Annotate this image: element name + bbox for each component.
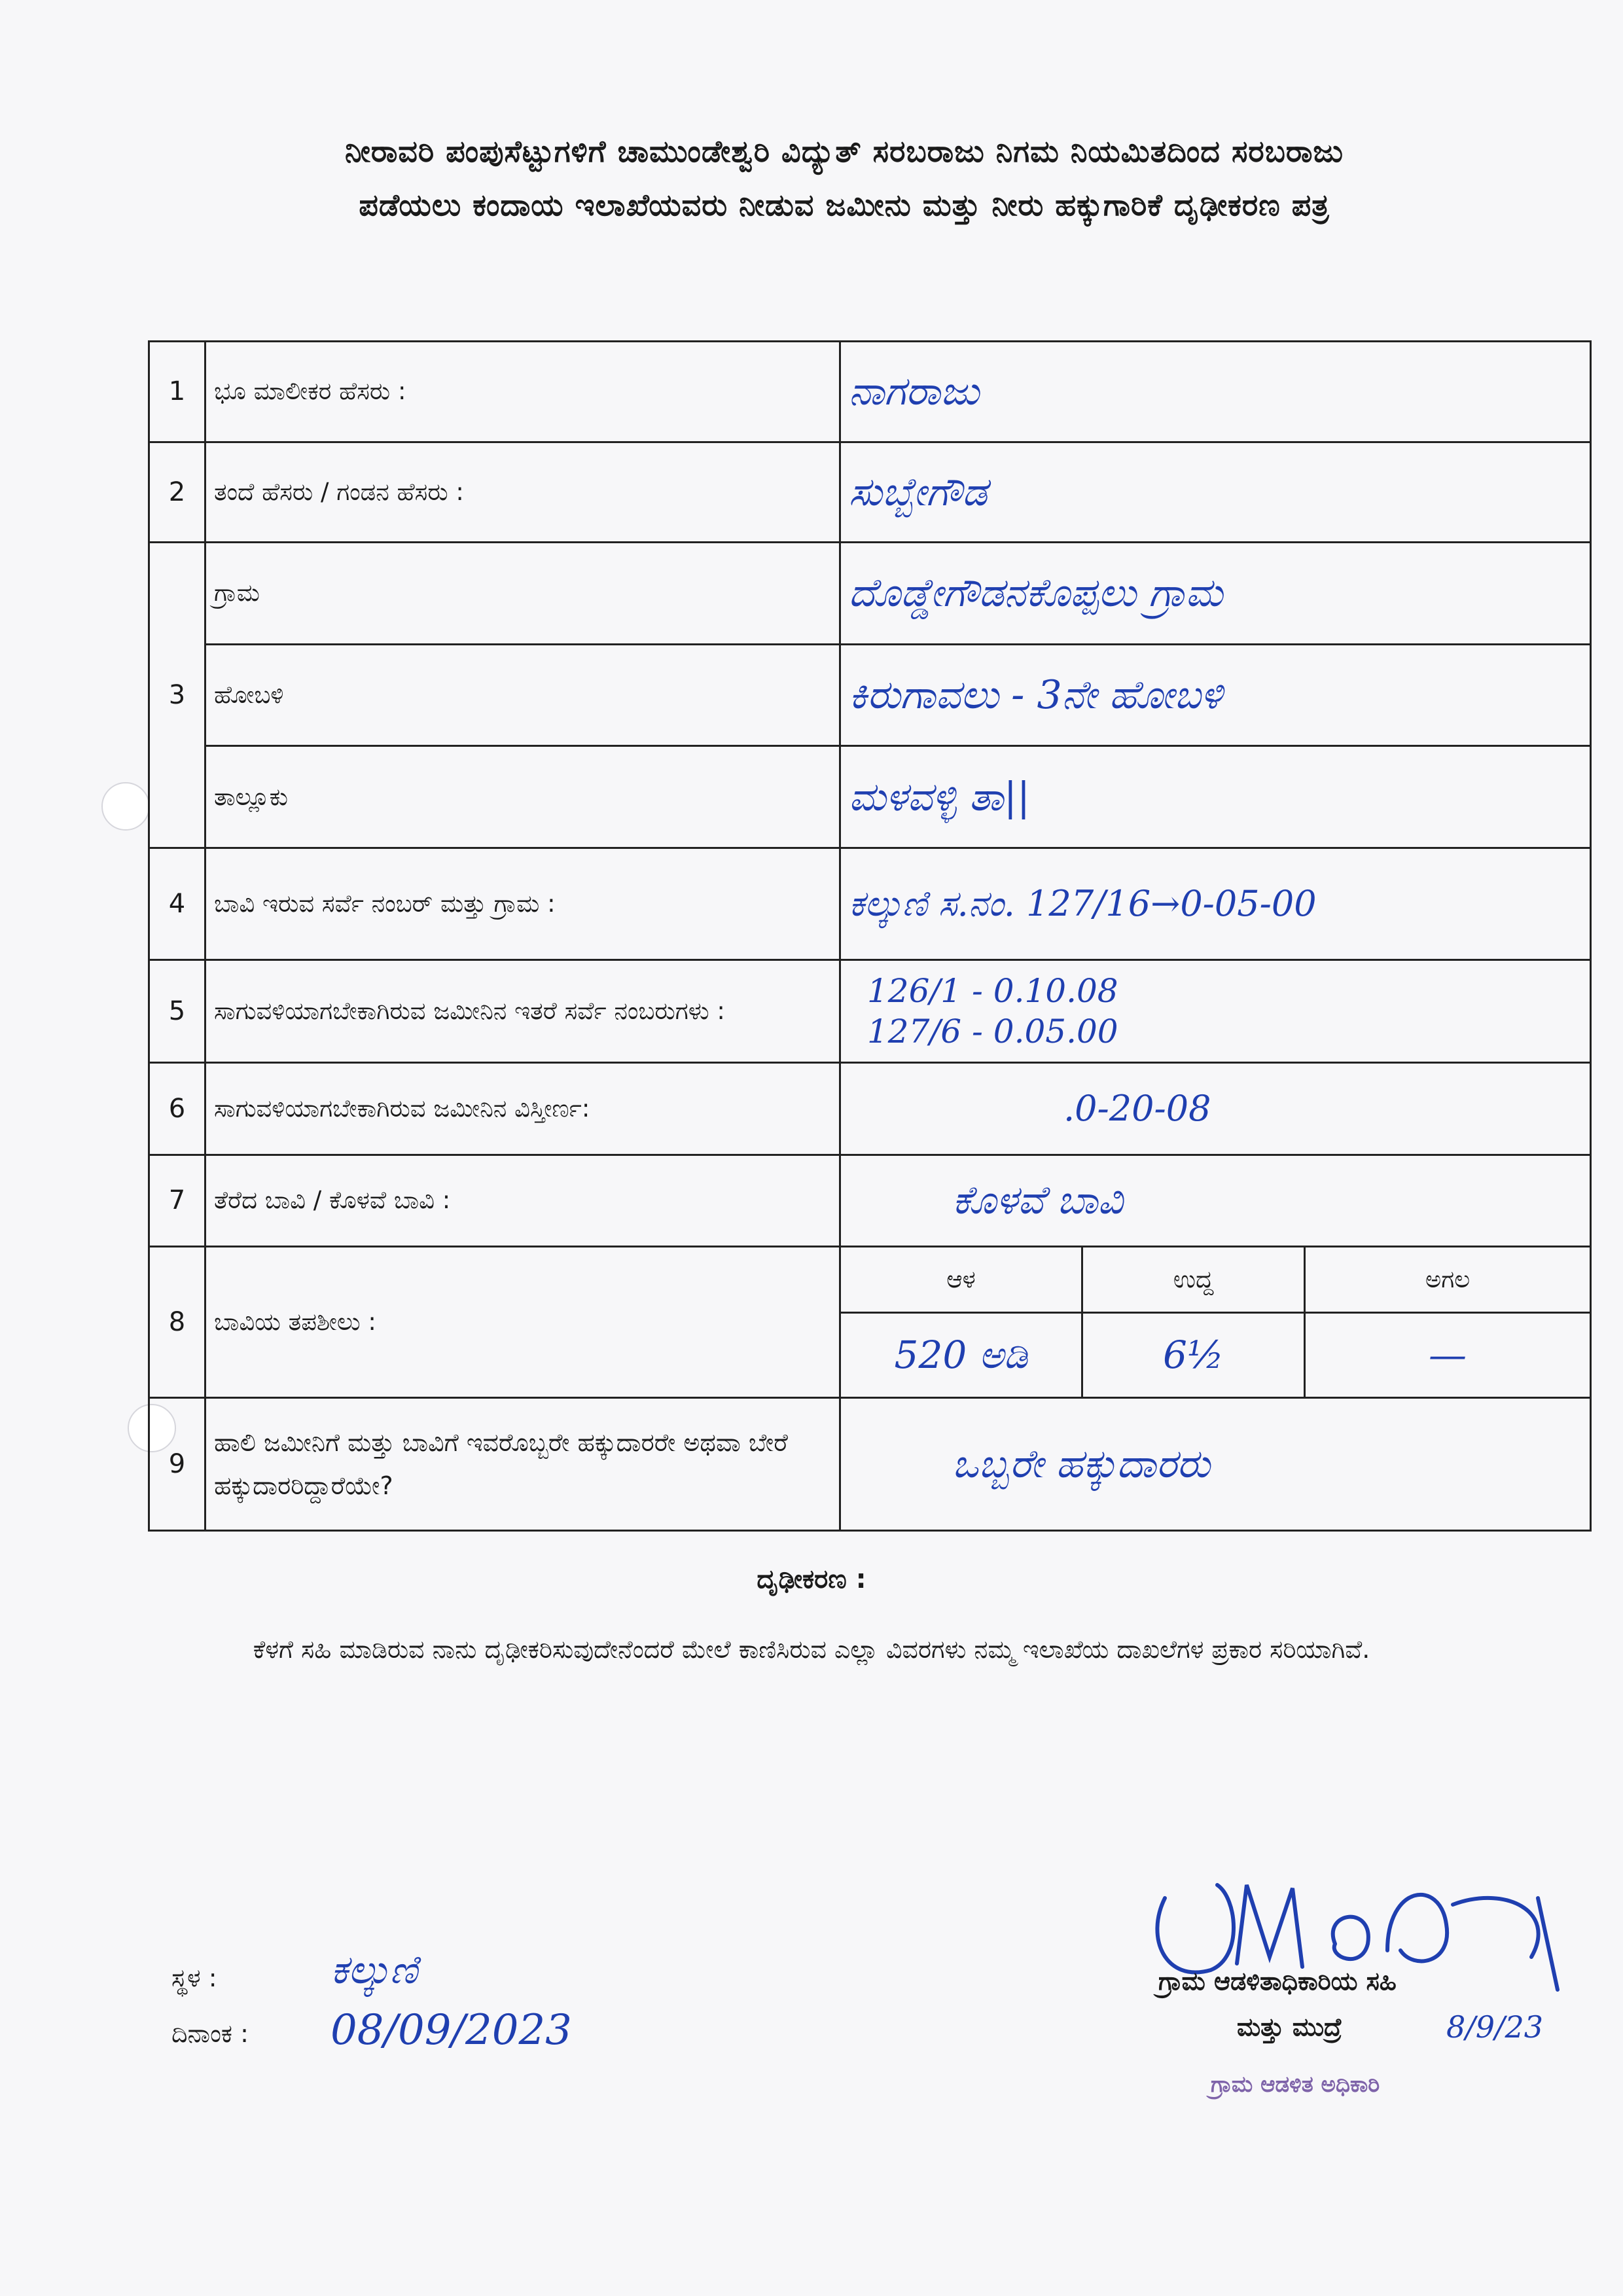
survey-number-value: ಕಲ್ಕುಣಿ ಸ.ನಂ. 127/16→0-05-00 <box>840 848 1591 960</box>
punch-hole-top <box>101 782 150 831</box>
row-number: 6 <box>149 1063 205 1155</box>
village-value: ದೊಡ್ಡೇಗೌಡನಕೊಪ್ಪಲು ಗ್ರಾಮ <box>840 543 1591 645</box>
row-number: 2 <box>149 442 205 543</box>
table-row-well-type <box>149 1155 1591 1247</box>
owner-name-label: ಭೂ ಮಾಲೀಕರ ಹೆಸರು : <box>205 342 840 442</box>
date-value: 08/09/2023 <box>330 2006 572 2054</box>
taluk-label: ತಾಲ್ಲೂಕು <box>205 746 840 848</box>
certification-title: ದೃಢೀಕರಣ : <box>757 1564 866 1594</box>
taluk-value: ಮಳವಳ್ಳಿ ತಾ|| <box>840 746 1591 848</box>
hobli-value: ಕಿರುಗಾವಲು - 3ನೇ ಹೋಬಳಿ <box>840 644 1591 746</box>
length-value: 6½ <box>1082 1312 1305 1398</box>
depth-value: 520 ಅಡಿ <box>840 1312 1082 1398</box>
hobli-label: ಹೋಬಳಿ <box>205 644 840 746</box>
length-header: ಉದ್ದ <box>1082 1247 1305 1312</box>
well-type-label: ತೆರೆದ ಬಾವಿ / ಕೊಳವೆ ಬಾವಿ : <box>205 1155 840 1247</box>
signature-date: 8/9/23 <box>1446 2009 1544 2045</box>
other-survey-line-2: 127/6 - 0.05.00 <box>867 1012 1118 1050</box>
date-label: ದಿನಾಂಕ : <box>171 2019 249 2048</box>
document-heading <box>131 124 1558 232</box>
row-number: 9 <box>149 1398 205 1531</box>
ownership-label: ಹಾಲಿ ಜಮೀನಿಗೆ ಮತ್ತು ಬಾವಿಗೆ ಇವರೊಬ್ಬರೇ ಹಕ್ಕುದಾರರೇ ಅಥವಾ ಬೇರೆ ಹಕ್ಕುದಾರರಿದ್ದಾರೆಯೇ? <box>205 1398 840 1531</box>
row-number: 8 <box>149 1247 205 1398</box>
table-row-extent <box>149 1063 1591 1155</box>
other-surveys-label: ಸಾಗುವಳಿಯಾಗಬೇಕಾಗಿರುವ ಜಮೀನಿನ ಇತರೆ ಸರ್ವೆ ನಂಬರುಗಳು : <box>205 960 840 1063</box>
ownership-value: ಒಬ್ಬರೇ ಹಕ್ಕುದಾರರು <box>840 1398 1591 1531</box>
row-number: 4 <box>149 848 205 960</box>
survey-number-label: ಬಾವಿ ಇರುವ ಸರ್ವೆ ನಂಬರ್ ಮತ್ತು ಗ್ರಾಮ : <box>205 848 840 960</box>
place-value: ಕಲ್ಕುಣಿ <box>330 1947 418 1993</box>
row-number: 5 <box>149 960 205 1063</box>
table-row-ownership <box>149 1398 1591 1531</box>
well-details-label: ಬಾವಿಯ ತಪಶೀಲು : <box>205 1247 840 1398</box>
details-table <box>148 340 1592 1532</box>
row-number: 1 <box>149 342 205 442</box>
table-row-hobli <box>149 644 1591 746</box>
table-row-taluk <box>149 746 1591 848</box>
width-header: ಅಗಲ <box>1305 1247 1591 1312</box>
table-row-well-details-header <box>149 1247 1591 1312</box>
official-stamp: ಗ್ರಾಮ ಆಡಳಿತ ಅಧಿಕಾರಿ <box>1211 2072 1380 2098</box>
depth-header: ಆಳ <box>840 1247 1082 1312</box>
heading-line-1: ನೀರಾವರಿ ಪಂಪುಸೆಟ್ಟುಗಳಿಗೆ ಚಾಮುಂಡೇಶ್ವರಿ ವಿದ್ಯುತ್ ಸರಬರಾಜು ನಿಗಮ ನಿಯಮಿತದಿಂದ ಸರಬರಾಜು <box>345 134 1344 169</box>
table-row-owner-name <box>149 342 1591 442</box>
other-survey-line-1: 126/1 - 0.10.08 <box>867 971 1118 1010</box>
width-value: — <box>1305 1312 1591 1398</box>
owner-name-value: ನಾಗರಾಜು <box>840 342 1591 442</box>
father-name-value: ಸುಬ್ಬೇಗೌಡ <box>840 442 1591 543</box>
place-label: ಸ್ಥಳ : <box>171 1964 217 1992</box>
row-number: 3 <box>149 543 205 848</box>
certification-text: ಕೆಳಗೆ ಸಹಿ ಮಾಡಿರುವ ನಾನು ದೃಢೀಕರಿಸುವುದೇನೆಂದರೆ ಮೇಲೆ ಕಾಣಿಸಿರುವ ಎಲ್ಲಾ ವಿವರಗಳು ನಮ್ಮ ಇಲಾಖೆಯ ದಾಖಲೆಗಳ ಪ್ರಕಾರ ಸರಿಯಾಗಿವೆ. <box>253 1635 1370 1664</box>
signature-caption: ಗ್ರಾಮ ಆಡಳಿತಾಧಿಕಾರಿಯ ಸಹಿ <box>1158 1967 1397 1996</box>
well-type-value: ಕೊಳವೆ ಬಾವಿ <box>840 1155 1591 1247</box>
table-row-survey-number <box>149 848 1591 960</box>
table-row-other-surveys <box>149 960 1591 1063</box>
seal-caption: ಮತ್ತು ಮುದ್ರೆ <box>1237 2013 1342 2041</box>
table-row-village <box>149 543 1591 645</box>
father-name-label: ತಂದೆ ಹೆಸರು / ಗಂಡನ ಹೆಸರು : <box>205 442 840 543</box>
extent-value: .0-20-08 <box>840 1063 1591 1155</box>
heading-line-2: ಪಡೆಯಲು ಕಂದಾಯ ಇಲಾಖೆಯವರು ನೀಡುವ ಜಮೀನು ಮತ್ತು ನೀರು ಹಕ್ಕುಗಾರಿಕೆ ದೃಢೀಕರಣ ಪತ್ರ <box>359 187 1330 223</box>
other-surveys-values <box>840 960 1591 1063</box>
extent-label: ಸಾಗುವಳಿಯಾಗಬೇಕಾಗಿರುವ ಜಮೀನಿನ ವಿಸ್ತೀರ್ಣ: <box>205 1063 840 1155</box>
village-label: ಗ್ರಾಮ <box>205 543 840 645</box>
row-number: 7 <box>149 1155 205 1247</box>
table-row-father-name <box>149 442 1591 543</box>
